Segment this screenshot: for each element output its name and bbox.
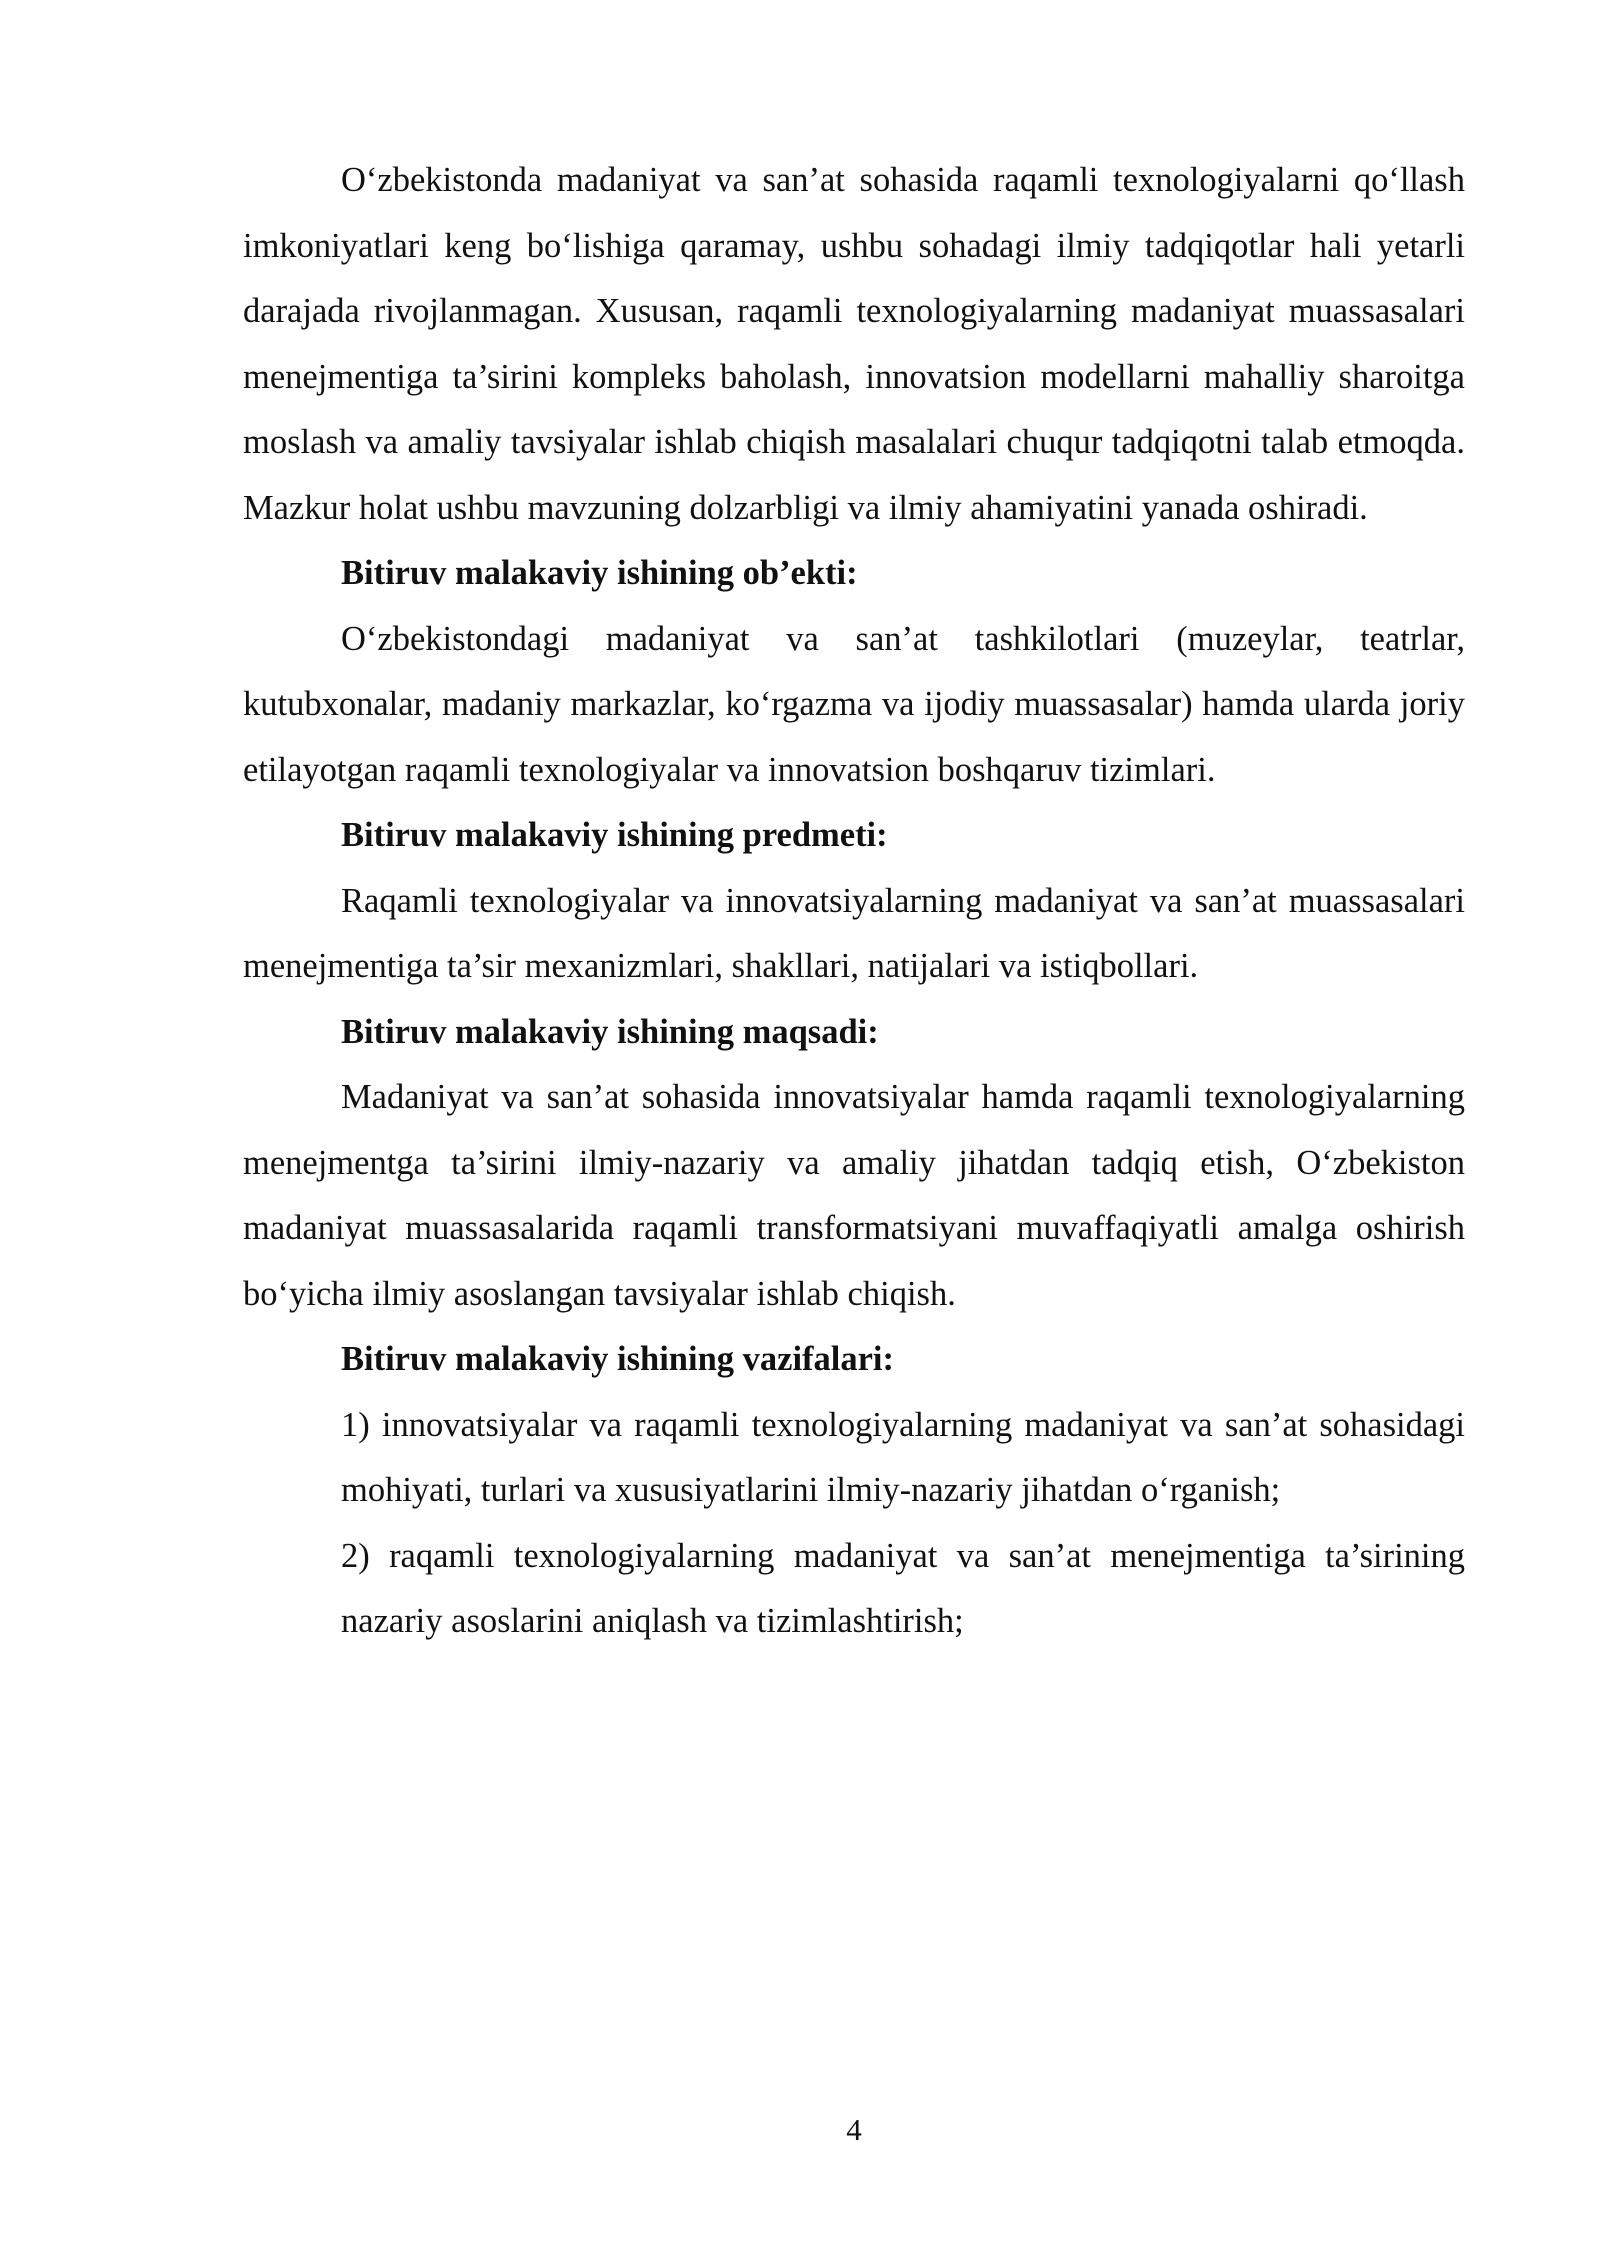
task-item-1: 1) innovatsiyalar va raqamli texnologiyalarning madaniyat va san’at sohasidagi mohiyati, turlari va xususiyatlarini ilmiy-nazariy jihatdan o‘rganish; <box>341 1405 1465 1509</box>
subject-heading: Bitiruv malakaviy ishining predmeti: <box>341 816 888 854</box>
object-paragraph: O‘zbekistondagi madaniyat va san’at tashkilotlari (muzeylar, teatrlar, kutubxonalar, madaniy markazlar, ko‘rgazma va ijodiy muassasalar) hamda ularda joriy etilayotgan raqamli texnologiyalar va innovatsion boshqaruv tizimlari. <box>243 619 1465 789</box>
tasks-heading: Bitiruv malakaviy ishining vazifalari: <box>341 1340 894 1378</box>
goal-paragraph: Madaniyat va san’at sohasida innovatsiyalar hamda raqamli texnologiyalarning menejmentga ta’sirini ilmiy-nazariy va amaliy jihatdan tadqiq etish, O‘zbekiston madaniyat muassasalarida raqamli transformatsiyani muvaffaqiyatli amalga oshirish bo‘yicha ilmiy asoslangan tavsiyalar ishlab chiqish. <box>243 1078 1465 1313</box>
document-page <box>243 148 1465 1655</box>
subject-paragraph: Raqamli texnologiyalar va innovatsiyalarning madaniyat va san’at muassasalari menejmentiga ta’sir mexanizmlari, shakllari, natijalari va istiqbollari. <box>243 881 1465 985</box>
object-heading: Bitiruv malakaviy ishining ob’ekti: <box>341 554 858 592</box>
goal-heading: Bitiruv malakaviy ishining maqsadi: <box>341 1012 879 1051</box>
task-item-2: 2) raqamli texnologiyalarning madaniyat va san’at menejmentiga ta’sirining nazariy asoslarini aniqlash va tizimlashtirish; <box>341 1536 1465 1640</box>
intro-paragraph: O‘zbekistonda madaniyat va san’at sohasida raqamli texnologiyalarni qo‘llash imkoniyatlari keng bo‘lishiga qaramay, ushbu sohadagi ilmiy tadqiqotlar hali yetarli darajada rivojlanmagan. Xususan, raqamli texnologiyalarning madaniyat muassasalari menejmentiga ta’sirini kompleks baholash, innovatsion modellarni mahalliy sharoitga moslash va amaliy tavsiyalar ishlab chiqish masalalari chuqur tadqiqotni talab etmoqda. Mazkur holat ushbu mavzuning dolzarbligi va ilmiy ahamiyatini yanada oshiradi. <box>243 161 1465 527</box>
page-number: 4 <box>846 2112 862 2147</box>
